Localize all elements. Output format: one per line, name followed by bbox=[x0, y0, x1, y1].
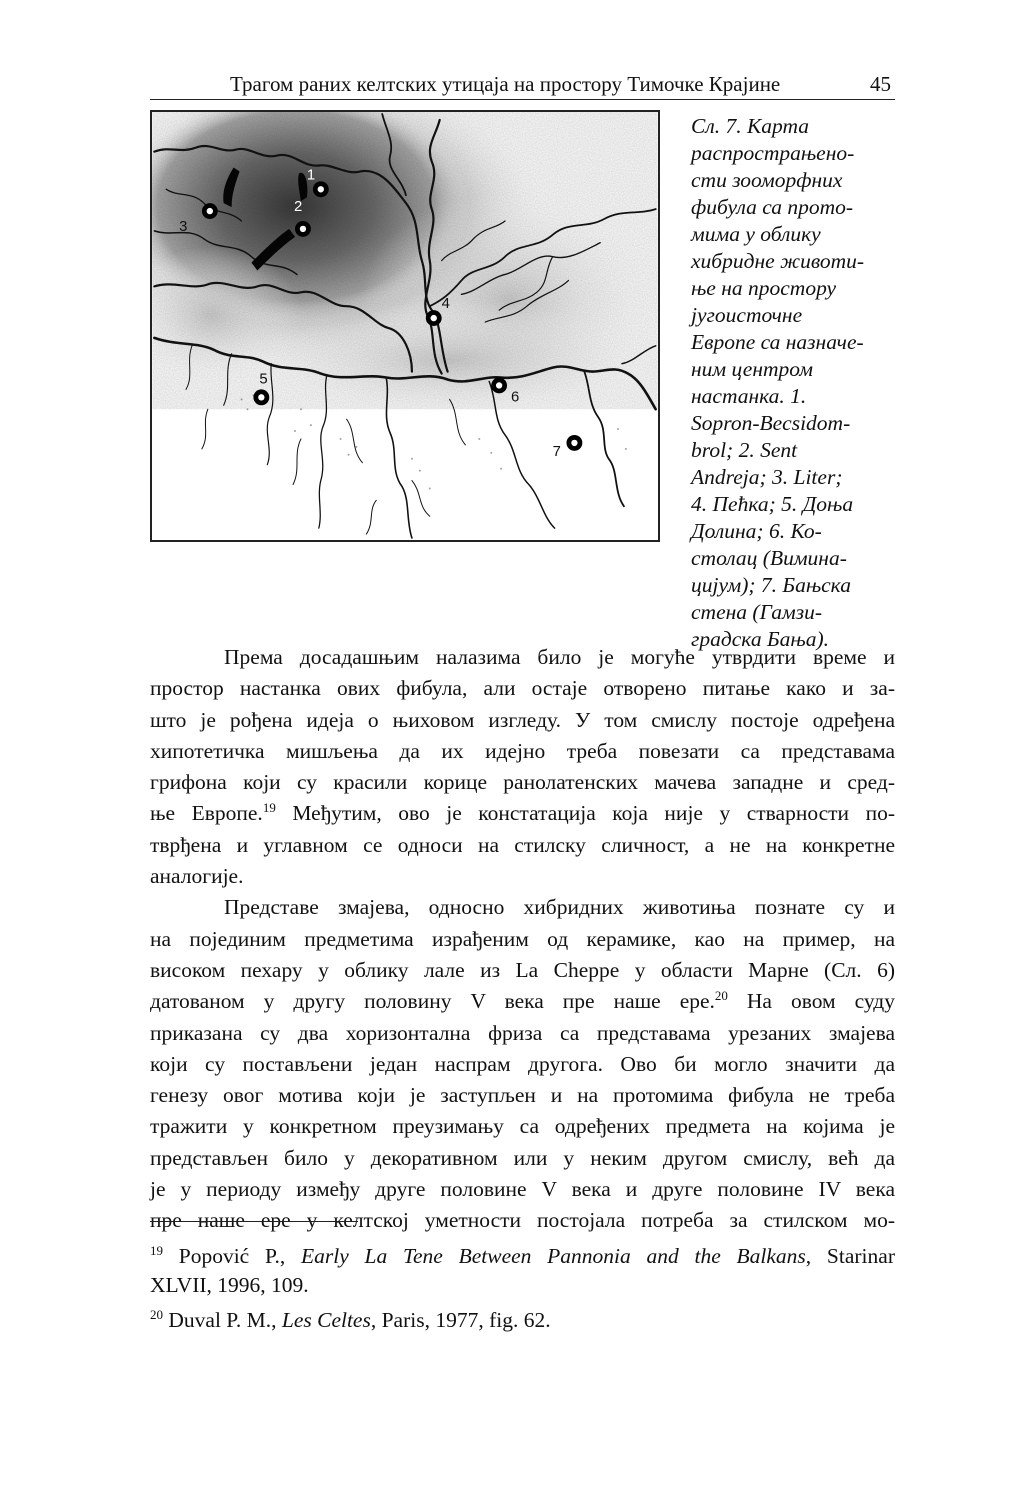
caption-line: Сл. 7. Карта bbox=[691, 114, 809, 138]
caption-line: фибула са прото- bbox=[691, 195, 854, 219]
caption-line: југоисточне bbox=[691, 303, 803, 327]
text-line: на појединим предметима израђеним од керамике, као на пример, на bbox=[150, 926, 895, 951]
footnote-19 bbox=[150, 1242, 895, 1300]
footnotes bbox=[150, 1242, 895, 1341]
svg-text:5: 5 bbox=[259, 371, 268, 388]
caption-line: стена (Гамзи- bbox=[691, 600, 823, 624]
footnote-author: Duval P. M., bbox=[163, 1308, 282, 1332]
svg-text:7: 7 bbox=[552, 443, 561, 460]
text-line: генезу овог мотива који је заступљен и на протомима фибула не треба bbox=[150, 1083, 895, 1108]
running-title: Трагом раних келтских утицаја на простору Тимочке Крајине bbox=[230, 72, 781, 96]
caption-line: brol; 2. Sent bbox=[691, 438, 798, 462]
text-segment: Међутим, ово је констатација која није у стварности по- bbox=[275, 801, 895, 826]
text-line: тврђена и углавном се односи на стилску сличност, а не на конкретне bbox=[150, 832, 895, 857]
running-header bbox=[150, 70, 895, 100]
footnote-ref-19[interactable]: 19 bbox=[262, 800, 276, 816]
caption-line: Sopron-Becsidom- bbox=[691, 411, 851, 435]
caption-line: хибридне животи- bbox=[691, 249, 865, 273]
caption-line: цијум); 7. Бањска bbox=[691, 573, 851, 597]
text-line: грифона који су красили корице ранолатенских мачева западне и сред- bbox=[150, 770, 895, 795]
text-line: простор настанка ових фибула, али остаје отворено питање како и за- bbox=[150, 676, 895, 701]
caption-line: мима у облику bbox=[691, 222, 821, 246]
page-number: 45 bbox=[870, 72, 891, 96]
caption-line: столац (Вимина- bbox=[691, 546, 847, 570]
paragraph-2 bbox=[150, 892, 895, 1236]
footnote-author: Popović P., bbox=[163, 1244, 302, 1268]
text-segment: датованом у другу половину V века пре наше ере. bbox=[150, 989, 715, 1014]
caption-line: сти зооморфних bbox=[691, 168, 843, 192]
text-line bbox=[150, 986, 895, 1017]
caption-line: ним центром bbox=[691, 357, 813, 381]
text-line: високом пехару у облику лале из La Cheppe у области Марне (Сл. 6) bbox=[150, 957, 895, 982]
text-segment: На овом суду bbox=[727, 989, 895, 1014]
footnote-line bbox=[150, 1242, 895, 1271]
footnote-rest: , Starinar bbox=[805, 1244, 895, 1268]
footnote-line: XLVII, 1996, 109. bbox=[150, 1273, 309, 1297]
caption-line: настанка. 1. bbox=[691, 384, 807, 408]
site-marker-7 bbox=[553, 435, 583, 460]
text-line: тражити у конкретном преузимању са одређених предмета на којима је bbox=[150, 1114, 895, 1139]
caption-line: Долина; 6. Ко- bbox=[691, 519, 822, 543]
footnote-20 bbox=[150, 1306, 895, 1335]
text-line: је у периоду између друге половине V века и друге половине IV века bbox=[150, 1177, 895, 1202]
caption-line: градска Бања). bbox=[691, 627, 829, 651]
footnote-ref-20[interactable]: 20 bbox=[714, 988, 728, 1004]
text-line: аналогије. bbox=[150, 864, 244, 889]
text-line: представљен било у декоративном или у неким другом смислу, већ да bbox=[150, 1145, 895, 1170]
map-svg bbox=[152, 112, 658, 540]
footnote-line bbox=[150, 1306, 895, 1335]
text-line bbox=[150, 798, 895, 829]
caption-line: ње на простору bbox=[691, 276, 837, 300]
text-line: Представе змајева, односно хибридних животиња познате су и bbox=[224, 895, 895, 920]
svg-text:4: 4 bbox=[441, 296, 450, 313]
footnote-title: Early La Tene Between Pannonia and the Balkans bbox=[301, 1244, 806, 1268]
svg-text:1: 1 bbox=[306, 167, 316, 184]
caption-line: распрострањено- bbox=[691, 141, 855, 165]
text-line: пре наше ере у келтској уметности постојала потреба за стилском мо- bbox=[150, 1208, 895, 1233]
footnote-rest: , Paris, 1977, fig. 62. bbox=[370, 1308, 551, 1332]
svg-text:3: 3 bbox=[179, 218, 188, 235]
text-line: што је рођена идеја о њиховом изгледу. У том смислу постоје одређена bbox=[150, 707, 895, 732]
svg-text:6: 6 bbox=[511, 389, 520, 406]
footnote-title: Les Celtes bbox=[281, 1308, 371, 1332]
paragraph-1 bbox=[150, 642, 895, 892]
text-line: Према досадашњим налазима било је могуће утврдити време и bbox=[224, 645, 895, 669]
figure-map bbox=[150, 110, 660, 542]
footnote-number: 20 bbox=[150, 1307, 163, 1322]
text-line: који су постављени један наспрам другога. Ово би могло значити да bbox=[150, 1051, 895, 1076]
footnote-rule bbox=[150, 1221, 358, 1222]
caption-line: Andreja; 3. Liter; bbox=[691, 465, 843, 489]
text-line: приказана су два хоризонтална фриза са представама урезаних змајева bbox=[150, 1020, 895, 1045]
body-text bbox=[150, 642, 895, 1237]
text-line: хипотетичка мишљења да их идејно треба повезати са представама bbox=[150, 738, 895, 763]
footnote-number: 19 bbox=[150, 1243, 163, 1258]
caption-line: Европе са назначе- bbox=[691, 330, 864, 354]
text-segment: ње Европе. bbox=[150, 801, 263, 826]
svg-text:2: 2 bbox=[294, 199, 303, 216]
figure-caption bbox=[691, 113, 911, 653]
caption-line: 4. Пећка; 5. Доња bbox=[691, 492, 854, 516]
